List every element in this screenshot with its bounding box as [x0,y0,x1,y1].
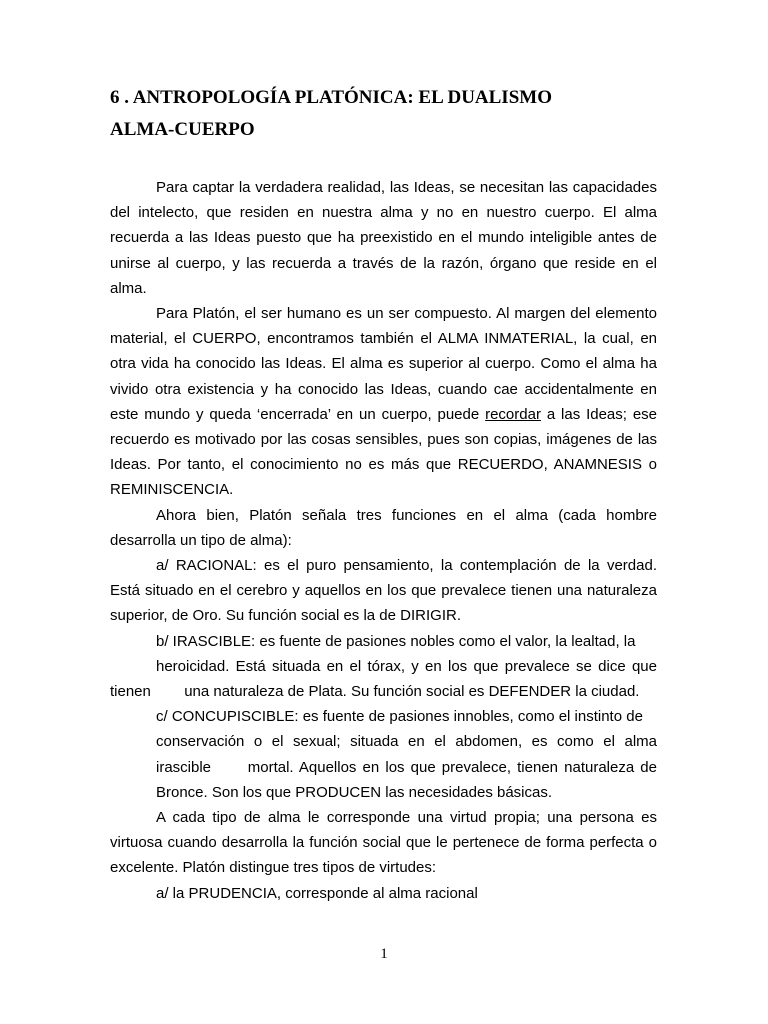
section-title [110,82,670,146]
page-number: 1 [380,946,388,962]
paragraph-irascible-line-1: b/ IRASCIBLE: es fuente de pasiones nobles como el valor, la lealtad, la [156,632,636,650]
paragraph-dualism-part-1: Para Platón, el ser humano es un ser compuesto. Al margen del elemento material, el CUERPO, encontramos también el ALMA INMATERIAL, la cual, en otra vida ha conocido las Ideas. El alma es superior al cuerpo. Como el alma ha vivido otra existencia y ha conocido las Ideas, cuando cae accidentalmente en este mundo y queda ‘encerrada’ en un cuerpo, puede [110,305,657,423]
underlined-word-recordar: recordar [485,405,541,423]
paragraph-virtues: A cada tipo de alma le corresponde una virtud propia; una persona es virtuosa cuando desarrolla la función social que le pertenece de forma perfecta o excelente. Platón distingue tres tipos de virtudes: [110,809,657,877]
title-line-1: 6 . ANTROPOLOGÍA PLATÓNICA: EL DUALISMO [110,87,552,108]
paragraph-dualism-part-2: a las Ideas; ese recuerdo es motivado por las cosas sensibles, pues son copias, imágenes de las Ideas. Por tanto, el conocimiento no es más que RECUERDO, ANAMNESIS o REMINISCENCIA. [110,405,658,499]
paragraph-racional: a/ RACIONAL: es el puro pensamiento, la contemplación de la verdad. Está situado en el cerebro y aquellos en los que prevalece tienen una naturaleza superior, de Oro. Su función social es la de DIRIGIR. [110,557,657,625]
paragraph-prudencia: a/ la PRUDENCIA, corresponde al alma racional [156,884,478,902]
paragraph-concupiscible-line-2: conservación o el sexual; situada en el abdomen, es como el alma [156,733,657,751]
title-line-2: ALMA-CUERPO [110,119,255,140]
paragraph-concupiscible-line-3: irascible mortal. Aquellos en los que prevalece, tienen naturaleza de [156,758,657,776]
paragraph-concupiscible-line-1: c/ CONCUPISCIBLE: es fuente de pasiones innobles, como el instinto de [156,708,643,726]
paragraph-intellect: Para captar la verdadera realidad, las Ideas, se necesitan las capacidades del intelecto, que residen en nuestra alma y no en nuestro cuerpo. El alma recuerda a las Ideas puesto que ha preexistido en el mundo inteligible antes de unirse al cuerpo, y las recuerda a través de la razón, órgano que reside en el alma. [110,179,657,297]
document-body [110,175,657,906]
paragraph-concupiscible-line-4: Bronce. Son los que PRODUCEN las necesidades básicas. [156,783,553,801]
paragraph-irascible-rest: tienen una naturaleza de Plata. Su función social es DEFENDER la ciudad. [110,683,640,701]
paragraph-soul-functions: Ahora bien, Platón señala tres funciones en el alma (cada hombre desarrolla un tipo de alma): [110,506,657,549]
paragraph-dualism [110,301,657,503]
paragraph-irascible-line-2: heroicidad. Está situada en el tórax, y en los que prevalece se dice que [156,657,657,675]
